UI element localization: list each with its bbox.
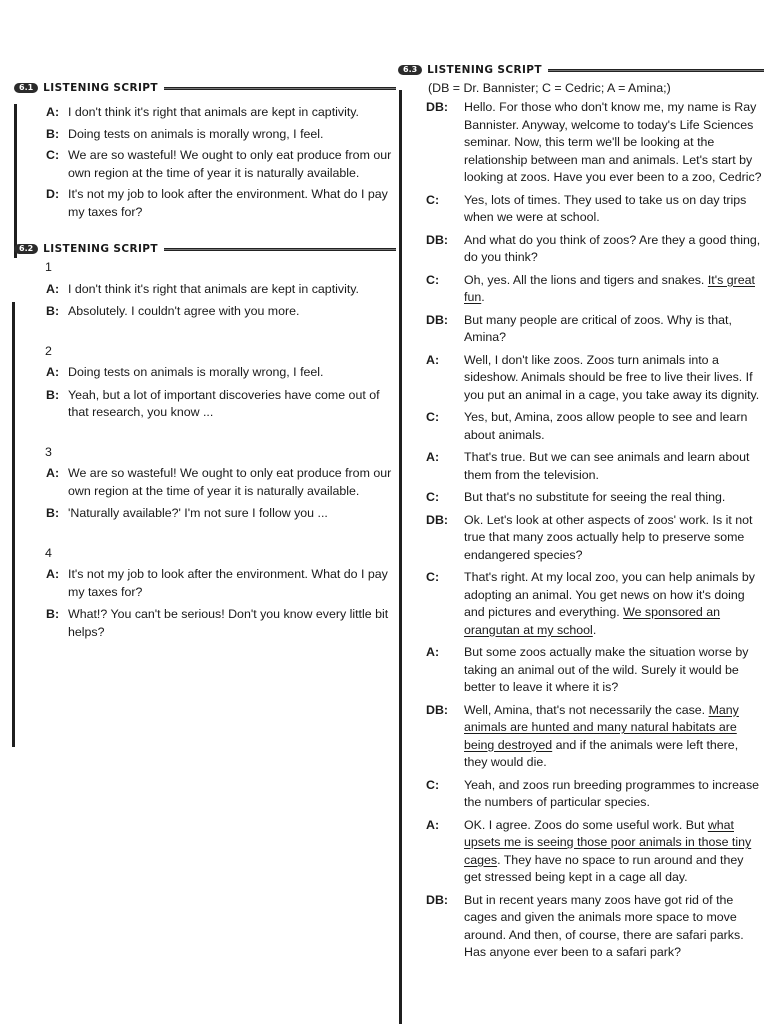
script-line <box>398 644 764 697</box>
line-text-main: I don't think it's right that animals are kept in captivity. <box>68 105 359 119</box>
speaker-label: DB: <box>426 892 449 907</box>
line-text <box>68 303 396 321</box>
line-text <box>464 644 764 697</box>
listening-script-6-1 <box>14 78 396 221</box>
speaker-label: A: <box>426 817 440 832</box>
script-line <box>14 364 396 382</box>
speaker-label: DB: <box>426 702 449 717</box>
speaker-label: B: <box>46 506 60 520</box>
section-header <box>14 239 396 259</box>
script-line <box>14 566 396 601</box>
line-text-main: It's not my job to look after the environment. What do I pay my taxes for? <box>68 567 388 599</box>
line-text <box>464 489 764 507</box>
line-text-main: That's true. But we can see animals and learn about them from the television. <box>464 450 750 482</box>
script-line <box>398 817 764 887</box>
underlined-phrase: Many animals are hunted and many natural habitats are being destroyed <box>464 702 739 752</box>
line-text-main: That's right. At my local zoo, you can help animals by adopting an animal. You get news on how it's doing and pictures and everything. <box>464 570 755 619</box>
speaker-label: A: <box>426 645 440 659</box>
line-text <box>464 99 764 187</box>
script-line <box>14 387 396 422</box>
listening-script-6-2 <box>14 239 396 641</box>
speaker-label: D: <box>46 187 60 201</box>
line-text-main: Ok. Let's look at other aspects of zoos' work. Is it not true that many zoos actually help to preserve some endangered species? <box>464 512 753 562</box>
speaker-label: C: <box>426 272 440 287</box>
line-text-after: and if the animals were left there, they would die. <box>464 737 739 769</box>
script-line <box>14 126 396 144</box>
speaker-label: A: <box>46 567 60 581</box>
line-text <box>68 505 396 523</box>
line-text-main: Doing tests on animals is morally wrong, I feel. <box>68 365 324 379</box>
line-text-main: But many people are critical of zoos. Why is that, Amina? <box>464 312 732 344</box>
speaker-label: A: <box>426 352 440 367</box>
script-line <box>14 186 396 221</box>
speaker-label: A: <box>426 450 440 464</box>
line-text-after: . <box>592 622 597 637</box>
speaker-label: C: <box>46 148 60 162</box>
speaker-label: A: <box>46 365 60 379</box>
dialogue-number: 1 <box>45 260 52 274</box>
section-header <box>14 78 396 98</box>
script-line <box>398 272 764 307</box>
track-badge: 6.2 <box>14 244 38 254</box>
line-text <box>464 192 764 227</box>
line-text-main: It's not my job to look after the environment. What do I pay my taxes for? <box>68 187 388 219</box>
right-column <box>398 60 764 967</box>
left-column <box>14 78 396 646</box>
line-text-main: Yeah, and zoos run breeding programmes to increase the numbers of particular species. <box>464 777 760 809</box>
speaker-key: (DB = Dr. Bannister; C = Cedric; A = Amina;) <box>428 81 671 95</box>
line-text <box>68 387 396 422</box>
line-text-main: Doing tests on animals is morally wrong, I feel. <box>68 126 324 141</box>
speaker-label: A: <box>46 281 60 296</box>
speaker-label: A: <box>46 105 60 119</box>
speaker-label: C: <box>426 777 440 792</box>
speaker-label: C: <box>426 410 440 424</box>
section-title: LISTENING SCRIPT <box>427 64 542 76</box>
line-text <box>464 312 764 347</box>
line-text-main: Yes, but, Amina, zoos allow people to see and learn about animals. <box>464 410 748 442</box>
line-text-main: We are so wasteful! We ought to only eat produce from our own region at the time of year it is naturally available. <box>68 148 392 180</box>
line-text-main: But in recent years many zoos have got rid of the cages and given the animals more space to move around. And then, of course, there are safari parks. Has anyone ever been to a safari park? <box>464 892 744 959</box>
line-text <box>68 126 396 144</box>
script-line <box>398 569 764 639</box>
script-line <box>14 606 396 641</box>
track-badge: 6.3 <box>398 65 422 75</box>
script-line <box>398 777 764 812</box>
speaker-label: C: <box>426 570 440 584</box>
line-text-main: What!? You can't be serious! Don't you know every little bit helps? <box>68 607 389 639</box>
dialogue-number: 2 <box>45 343 52 358</box>
line-text <box>464 777 764 812</box>
line-text <box>68 147 396 182</box>
line-text <box>464 272 764 307</box>
line-text <box>68 566 396 601</box>
header-rule <box>548 69 764 72</box>
line-text-main: OK. I agree. Zoos do some useful work. But <box>464 817 705 832</box>
section-title: LISTENING SCRIPT <box>43 82 158 94</box>
script-line <box>398 702 764 772</box>
speaker-label: DB: <box>426 232 449 247</box>
underlined-phrase: what upsets me is seeing those poor animals in those tiny cages <box>464 817 752 867</box>
dialogue-number: 4 <box>45 545 52 560</box>
line-text-main: We are so wasteful! We ought to only eat produce from our own region at the time of year it is naturally available. <box>68 466 392 498</box>
speaker-label: DB: <box>426 312 449 327</box>
speaker-label: DB: <box>426 100 449 114</box>
script-line <box>398 489 764 507</box>
script-line <box>14 281 396 299</box>
line-text <box>68 281 396 299</box>
script-line <box>398 312 764 347</box>
line-text <box>68 465 396 500</box>
line-text <box>464 892 764 962</box>
line-text <box>464 232 764 267</box>
line-text-main: And what do you think of zoos? Are they a good thing, do you think? <box>464 232 761 264</box>
speaker-label: B: <box>46 607 60 621</box>
line-text-main: Yes, lots of times. They used to take us on day trips when we were at school. <box>464 192 747 224</box>
underlined-phrase: We sponsored an orangutan at my school <box>464 605 721 637</box>
line-text <box>464 512 764 565</box>
speaker-label: A: <box>46 466 60 480</box>
script-line <box>398 512 764 565</box>
section-header <box>398 60 764 80</box>
line-text-main: But that's no substitute for seeing the real thing. <box>464 490 726 504</box>
line-text <box>464 449 764 484</box>
script-line <box>14 303 396 321</box>
script-line <box>398 409 764 444</box>
dialogue-group <box>14 259 396 321</box>
line-text-after: . They have no space to run around and they get stressed being kept in a cage all day. <box>464 852 744 884</box>
line-text-after: . <box>481 290 485 304</box>
underlined-phrase: It's great fun <box>464 272 755 304</box>
line-text-main: I don't think it's right that animals are kept in captivity. <box>68 281 359 296</box>
speaker-label: B: <box>46 387 60 402</box>
section-title: LISTENING SCRIPT <box>43 243 158 255</box>
header-rule <box>164 248 396 251</box>
line-text-main: But some zoos actually make the situation worse by taking an animal out of the wild. Surely it would be better to leave it where it is? <box>464 645 749 694</box>
line-text-main: Well, I don't like zoos. Zoos turn animals into a sideshow. Animals should be free to live their lives. If you put an animal in a cage, you take away its dignity. <box>464 352 760 402</box>
speaker-label: C: <box>426 192 440 207</box>
header-rule <box>164 87 396 90</box>
script-line <box>398 232 764 267</box>
line-text <box>68 364 396 382</box>
track-badge: 6.1 <box>14 83 38 93</box>
speaker-label: B: <box>46 304 60 318</box>
dialogue-group <box>14 343 396 422</box>
line-text-main: Yeah, but a lot of important discoveries have come out of that research, you know ... <box>68 387 380 419</box>
line-text <box>464 352 764 405</box>
line-text <box>464 569 764 639</box>
speaker-label: DB: <box>426 512 449 527</box>
dialogue-number: 3 <box>45 444 52 459</box>
line-text <box>464 409 764 444</box>
script-line <box>398 99 764 187</box>
script-line <box>398 892 764 962</box>
script-line <box>14 465 396 500</box>
speaker-label: C: <box>426 490 440 504</box>
script-line <box>398 449 764 484</box>
line-text <box>464 817 764 887</box>
speaker-label: B: <box>46 126 60 141</box>
line-text <box>68 606 396 641</box>
line-text-main: Oh, yes. All the lions and tigers and snakes. <box>464 272 705 287</box>
line-text-main: Well, Amina, that's not necessarily the case. <box>464 702 706 717</box>
listening-script-6-3 <box>398 60 764 962</box>
dialogue-group <box>14 444 396 523</box>
line-text <box>464 702 764 772</box>
script-line <box>14 505 396 523</box>
line-text-main: Absolutely. I couldn't agree with you more. <box>68 304 300 318</box>
dialogue-group <box>14 545 396 642</box>
script-line <box>14 104 396 122</box>
script-line <box>14 147 396 182</box>
line-text-main: Hello. For those who don't know me, my name is Ray Bannister. Anyway, welcome to today's Life Sciences seminar. Now, this term we'll be looking at the relationship between man and animals. Let's start by looking at zoos. Have you ever been to a zoo, Cedric? <box>464 100 762 184</box>
line-text <box>68 186 396 221</box>
line-text-main: 'Naturally available?' I'm not sure I follow you ... <box>68 506 328 520</box>
script-line <box>398 192 764 227</box>
script-line <box>398 352 764 405</box>
line-text <box>68 104 396 122</box>
